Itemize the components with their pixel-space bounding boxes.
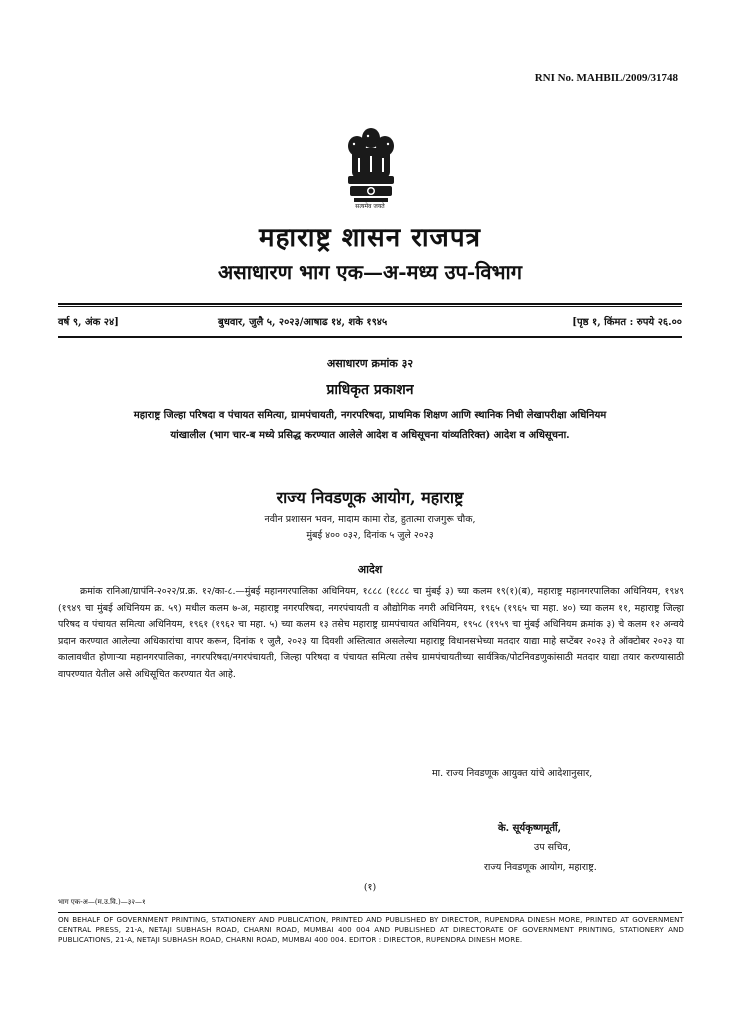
order-heading: आदेश: [357, 563, 383, 576]
rni-number: RNI No. MAHBIL/2009/31748: [534, 72, 678, 84]
emblem-motto: सत्यमेव जयते: [355, 203, 385, 210]
publication-code: भाग एक-अ—(म.उ.वि.)—३२—१: [58, 898, 146, 906]
volume-issue: वर्ष ९, अंक २४]: [58, 317, 119, 328]
printer-imprint: ON BEHALF OF GOVERNMENT PRINTING, STATIONERY AND PUBLICATION, PRINTED AND PUBLISHED BY DIRECTOR, RUPENDRA DINESH MORE, PRINTED AT GOVERNMENT CENTRAL PRESS, 21-A, NETAJI SUBHASH ROAD, CHARNI ROAD, MUMBAI 400 004 AND PUBLISHED AT DIRECTORATE OF GOVERNMENT PRINTING, STATIONERY AND PUBLICATIONS, 21-A, NETAJI SUBHASH ROAD, CHARNI ROAD, MUMBAI 400 004. EDITOR : DIRECTOR, RUPENDRA DINESH MORE.: [58, 915, 684, 944]
notice-subject: महाराष्ट्र जिल्हा परिषदा व पंचायत समित्या, ग्रामपंचायती, नगरपरिषदा, प्राथमिक शिक्षण आणि स्थानिक निधी लेखापरीक्षा अधिनियम यांखालील (भाग चार-ब मध्ये प्रसिद्ध करण्यात आलेले आदेश व अधिसूचना यांव्यतिरिक्त) आदेश व अधिसूचना.: [133, 410, 607, 441]
top-rule: [58, 303, 682, 305]
by-order-line: मा. राज्य निवडणूक आयुक्त यांचे आदेशानुसार,: [432, 768, 593, 779]
extraordinary-number: असाधारण क्रमांक ३२: [326, 357, 414, 370]
top-rule-thin: [58, 306, 682, 307]
issue-info-bar: [58, 314, 682, 330]
info-rule: [58, 336, 682, 338]
page-number: (१): [363, 882, 377, 893]
signatory-designation: उप सचिव,: [534, 842, 571, 853]
signatory-office: राज्य निवडणूक आयोग, महाराष्ट्र.: [484, 862, 597, 873]
gazette-subtitle: असाधारण भाग एक—अ-मध्य उप-विभाग: [218, 260, 522, 284]
issue-date: बुधवार, जुलै ५, २०२३/आषाढ १४, शके १९४५: [218, 317, 388, 328]
gazette-title: महाराष्ट्र शासन राजपत्र: [259, 223, 481, 253]
commission-address: [58, 512, 682, 544]
signatory-name: के. सूर्यकृष्णमूर्ती,: [498, 823, 562, 834]
address-line-2: मुंबई ४०० ०३२, दिनांक ५ जुले २०२३: [306, 530, 434, 541]
commission-name: राज्य निवडणूक आयोग, महाराष्ट्र: [276, 488, 464, 507]
order-body: क्रमांक रानिआ/ग्रापंनि-२०२२/प्र.क्र. १२/का-८.—मुंबई महानगरपालिका अधिनियम, १८८८ (१८८८ चा मुंबई ३) च्या कलम १९(१)(ब), महाराष्ट्र महानगरपालिका अधिनियम, १९४९ (१९४९ चा मुंबई अधिनियम क्र. ५९) मधील कलम ७-अ, महाराष्ट्र नगरपरिषदा, नगरपंचायती व औद्योगिक नगरी अधिनियम, १९६५ (१९६५ चा महा. ४०) च्या कलम ११, महाराष्ट्र जिल्हा परिषद व पंचायत समित्या अधिनियम, १९६१ (१९६२ चा महा. ५) च्या कलम १३ तसेच महाराष्ट्र ग्रामपंचायत अधिनियम, १९५८ (१९५९ चा मुंबई अधिनियम क्रमांक ३) चे कलम १२ अन्वये प्रदान करण्यात आलेल्या अधिकारांचा वापर करून, दिनांक १ जुलै, २०२३ या दिवशी अस्तित्वात असलेल्या महाराष्ट्र विधानसभेच्या मतदार याद्या माहे सप्टेंबर २०२३ ते ऑक्टोबर २०२३ या कालावधीत होणाऱ्या महानगरपालिका, नगरपरिषदा/नगरपंचायती, जिल्हा परिषदा व पंचायत समित्या तसेच ग्रामपंचायतीच्या सार्वत्रिक/पोटनिवडणुकांसाठी मतदार याद्या तयार करण्यासाठी वापरण्यात येतील असे अधिसूचित करण्यात येत आहे.: [58, 586, 684, 680]
address-line-1: नवीन प्रशासन भवन, मादाम कामा रोड, हुतात्मा राजगुरू चौक,: [264, 514, 476, 525]
page-price: [पृष्ठ १, किंमत : रुपये २६.००: [572, 317, 682, 328]
footer-rule: [58, 912, 682, 913]
authorized-publication-heading: प्राधिकृत प्रकाशन: [326, 382, 414, 398]
